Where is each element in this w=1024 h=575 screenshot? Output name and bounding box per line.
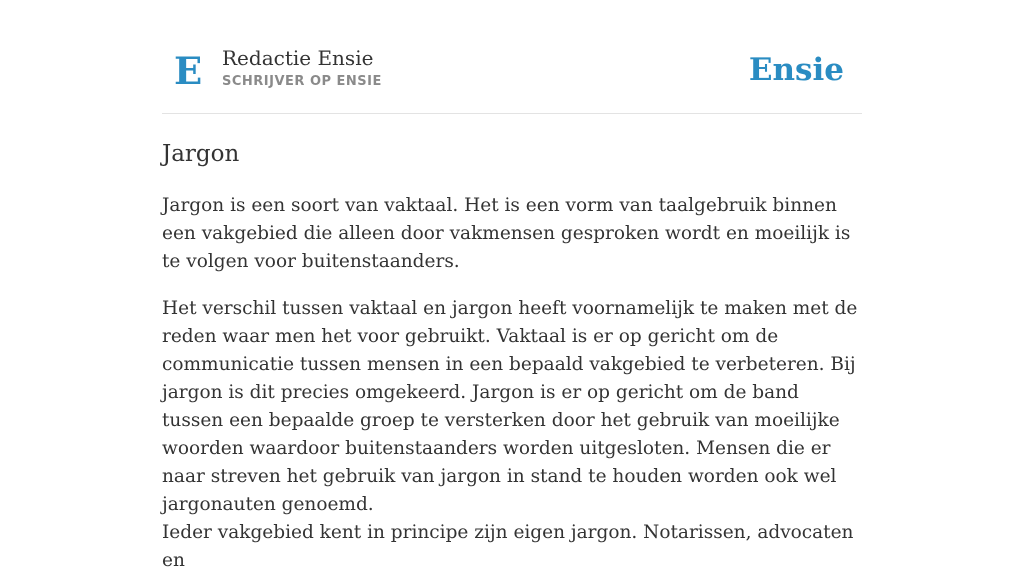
paragraph: Ieder vakgebied kent in principe zijn eigen jargon. Notarissen, advocaten en [162, 522, 854, 571]
article-body [162, 192, 862, 575]
article-title: Jargon [162, 141, 240, 167]
author-header [162, 0, 862, 114]
paragraph: Jargon is een soort van vaktaal. Het is een vorm van taalgebruik binnen een vakgebied die alleen door vakmensen gesproken wordt en moeilijk is te volgen voor buitenstaanders. [162, 195, 851, 272]
paragraph: Het verschil tussen vaktaal en jargon heeft voornamelijk te maken met de reden waar men het voor gebruikt. Vaktaal is er op gericht om de communicatie tussen mensen in een bepaald vakgebied te verbeteren. Bij jargon is dit precies omgekeerd. Jargon is er op gericht om de band tussen een bepaalde groep te versterken door het gebruik van moeilijke woorden waardoor buitenstaanders worden uitgesloten. Mensen die er naar streven het gebruik van jargon in stand te houden worden ook wel jargonauten genoemd. [162, 298, 858, 515]
brand-logo[interactable]: Ensie [748, 52, 844, 88]
author-name[interactable]: Redactie Ensie [222, 46, 374, 70]
author-role: SCHRIJVER OP ENSIE [222, 74, 382, 89]
article-card [162, 0, 862, 575]
author-avatar[interactable]: E [174, 49, 203, 93]
